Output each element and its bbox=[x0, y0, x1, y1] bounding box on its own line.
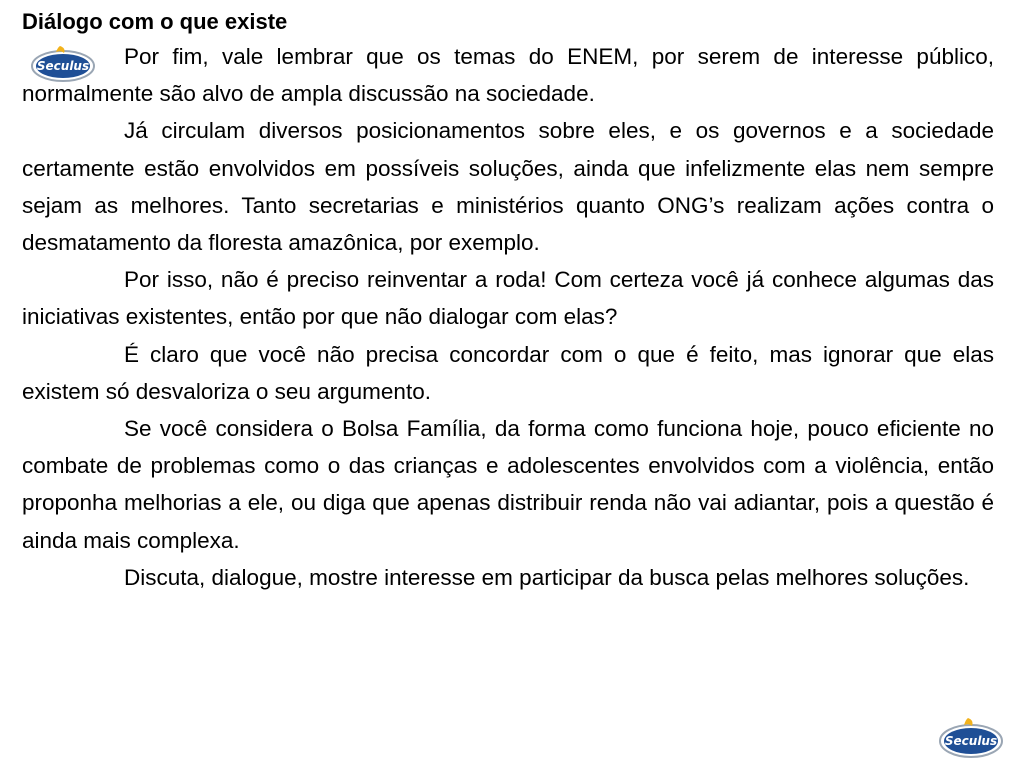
seculus-logo-icon bbox=[30, 44, 96, 84]
paragraph-2: Já circulam diversos posicionamentos sobre eles, e os governos e a sociedade certamente estão envolvidos em possíveis soluções, ainda que infelizmente elas nem sempre sejam as melhores. Tanto secretarias e ministérios quanto ONG’s realizam ações contra o desmatamento da floresta amazônica, por exemplo. bbox=[22, 118, 994, 256]
paragraph-4: É claro que você não precisa concordar com o que é feito, mas ignorar que elas existem só desvaloriza o seu argumento. bbox=[22, 341, 994, 404]
slide-title: Diálogo com o que existe bbox=[22, 9, 288, 34]
seculus-logo-top bbox=[30, 44, 96, 84]
paragraph-1: Por fim, vale lembrar que os temas do ENEM, por serem de interesse público, normalmente são alvo de ampla discussão na sociedade. bbox=[22, 44, 994, 107]
seculus-logo-icon bbox=[938, 716, 1004, 760]
seculus-logo-bottom bbox=[938, 716, 1004, 760]
paragraph-6: Discuta, dialogue, mostre interesse em participar da busca pelas melhores soluções. bbox=[124, 564, 970, 590]
paragraph-5: Se você considera o Bolsa Família, da forma como funciona hoje, pouco eficiente no combate de problemas como o das crianças e adolescentes envolvidos com a violência, então proponha melhorias a ele, ou diga que apenas distribuir renda não vai adiantar, pois a questão é ainda mais complexa. bbox=[22, 416, 994, 553]
logo-brand-text: Seculus bbox=[944, 734, 998, 748]
slide-content bbox=[22, 6, 994, 596]
paragraph-3: Por isso, não é preciso reinventar a roda! Com certeza você já conhece algumas das iniciativas existentes, então por que não dialogar com elas? bbox=[22, 267, 994, 330]
logo-brand-text: Seculus bbox=[36, 59, 90, 73]
